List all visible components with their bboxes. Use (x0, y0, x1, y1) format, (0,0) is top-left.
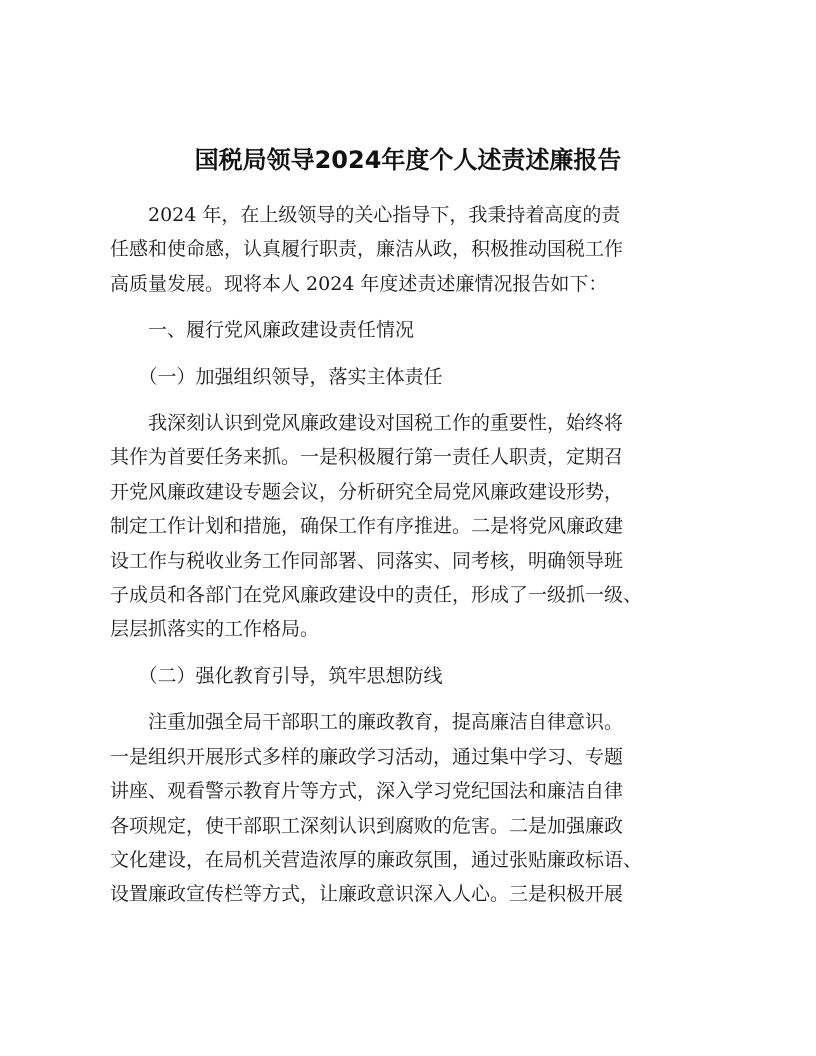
body-line: 制定工作计划和措施，确保工作有序推进。二是将党风廉政建 (110, 515, 624, 538)
body-line: 注重加强全局干部职工的廉政教育，提高廉洁自律意识。 (110, 711, 624, 734)
body-line: 其作为首要任务来抓。一是积极履行第一责任人职责，定期召 (110, 446, 624, 469)
paragraph-gap (110, 348, 710, 360)
document-body (110, 198, 710, 912)
body-line: 开党风廉政建设专题会议，分析研究全局党风廉政建设形势， (110, 480, 624, 503)
paragraph-gap (110, 647, 710, 659)
body-line: 文化建设，在局机关营造浓厚的廉政氛围，通过张贴廉政标语、 (110, 848, 643, 871)
body-line: 设置廉政宣传栏等方式，让廉政意识深入人心。三是积极开展 (110, 883, 624, 906)
intro-line-1: 2024 年，在上级领导的关心指导下，我秉持着高度的责 (110, 204, 621, 226)
subsection-heading-2: （二）强化教育引导，筑牢思想防线 (110, 664, 443, 687)
section-heading-1: 一、履行党风廉政建设责任情况 (110, 319, 415, 342)
paragraph-gap (110, 394, 710, 406)
body-line: 我深刻认识到党风廉政建设对国税工作的重要性，始终将 (110, 412, 624, 435)
body-line: 各项规定，使干部职工深刻认识到腐败的危害。二是加强廉政 (110, 814, 624, 837)
body-line: 一是组织开展形式多样的廉政学习活动，通过集中学习、专题 (110, 745, 624, 768)
intro-line-3: 高质量发展。现将本人 2024 年度述责述廉情况报告如下： (110, 272, 608, 295)
intro-line-2: 任感和使命感，认真履行职责，廉洁从政，积极推动国税工作 (110, 238, 624, 261)
paragraph-gap (110, 693, 710, 705)
paragraph-gap (110, 301, 710, 313)
body-line: 子成员和各部门在党风廉政建设中的责任，形成了一级抓一级、 (110, 584, 643, 607)
subsection-heading-1: （一）加强组织领导，落实主体责任 (110, 365, 443, 388)
body-line: 层层抓落实的工作格局。 (110, 618, 320, 641)
body-line: 设工作与税收业务工作同部署、同落实、同考核，明确领导班 (110, 549, 624, 572)
body-line: 讲座、观看警示教育片等方式，深入学习党纪国法和廉洁自律 (110, 780, 624, 803)
document-title: 国税局领导2024年度个人述责述廉报告 (194, 146, 622, 174)
